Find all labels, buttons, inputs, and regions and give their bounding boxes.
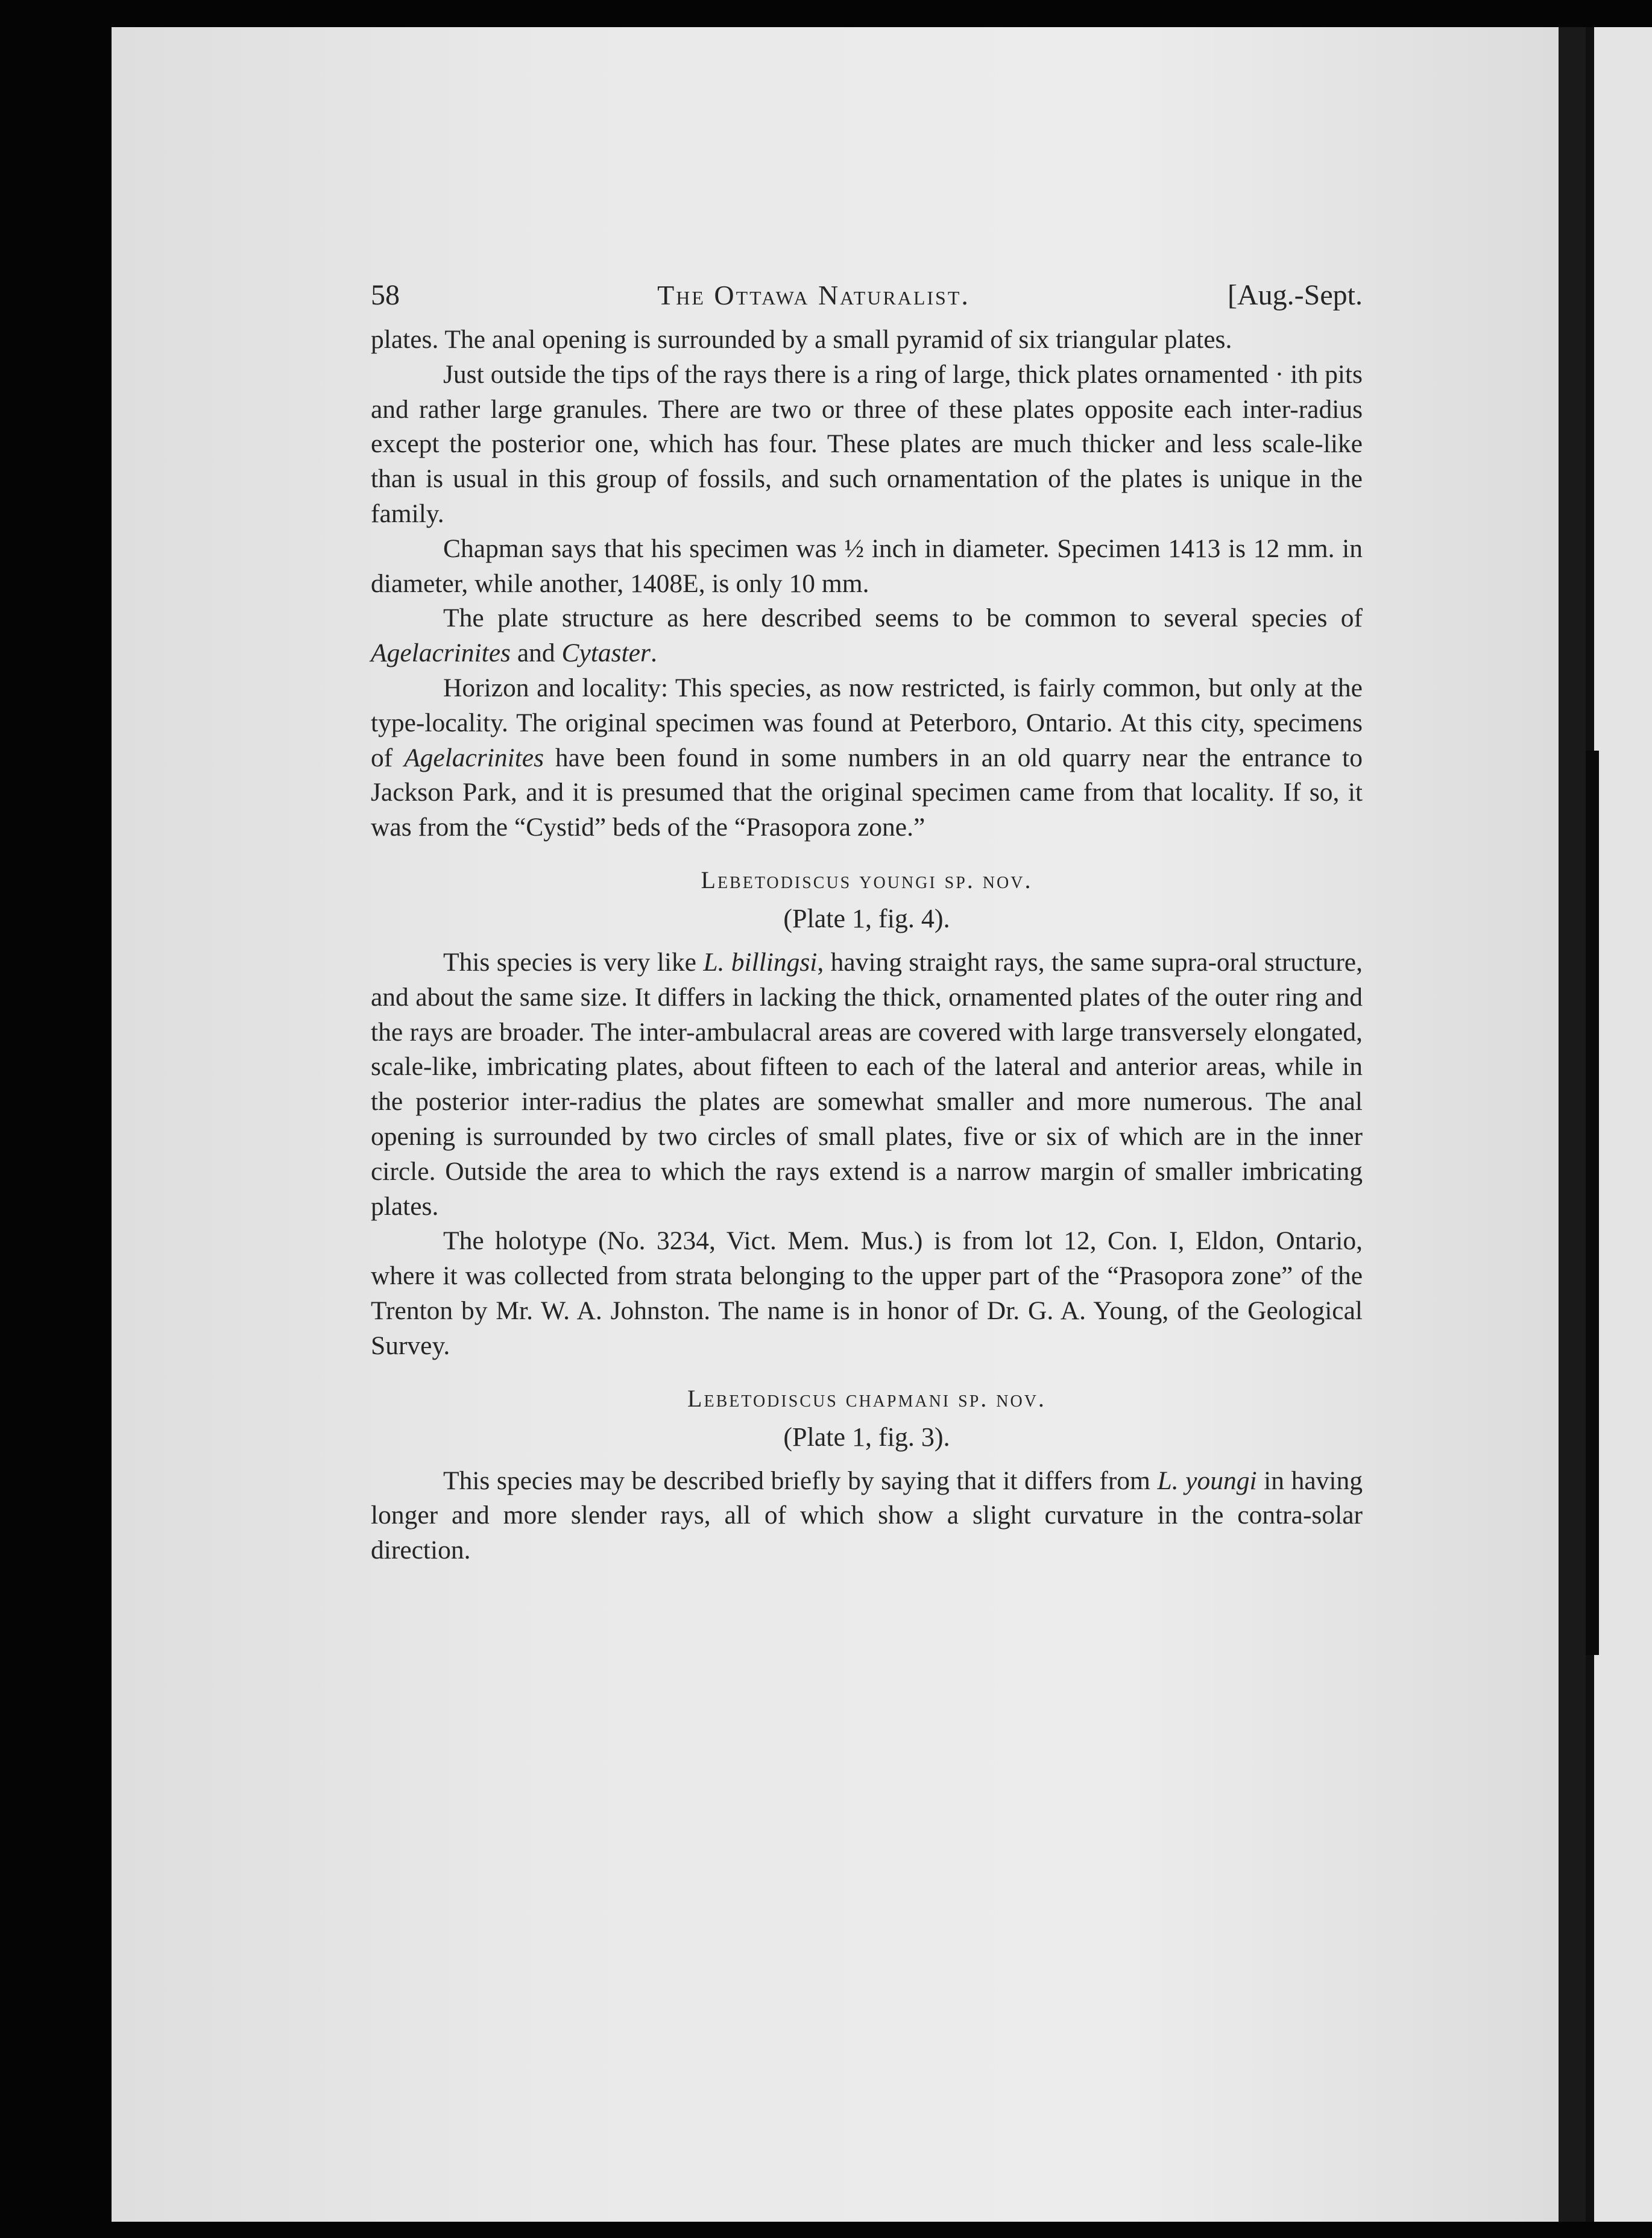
species-name: L. billingsi [703, 947, 818, 977]
paragraph-specimen-size: Chapman says that his specimen was ½ inch in diameter. Specimen 1413 is 12 mm. in diameter, while another, 1408E, is only 10 mm. [371, 534, 1363, 598]
genus-name: Agelacrinites [404, 743, 544, 772]
page-content [371, 274, 1363, 1568]
page-number: 58 [371, 279, 400, 311]
paragraph-outer-ring: Just outside the tips of the rays there is a ring of large, thick plates ornamented · ith pits and rather large granules. There are two or three of these plates opposite each inter-radius except the posterior one, which has four. These plates are much thicker and less scale-like than is usual in this group of fossils, and such ornamentation of the plates is unique in the family. [371, 359, 1363, 528]
text-run: Horizon and locality: This species, as now restricted, is fairly common, but only at the type-locality. The original specimen was found at Peterboro, Ontario. At this city, specimens of [371, 673, 1363, 772]
text-run: This species may be described briefly by saying that it differs from [443, 1466, 1158, 1495]
paragraph-plate-structure [371, 601, 1363, 671]
genus-name: Agelacrinites [371, 638, 511, 668]
species-name: L. youngi [1157, 1466, 1257, 1495]
paragraph-youngi-holotype: The holotype (No. 3234, Vict. Mem. Mus.) is from lot 12, Con. I, Eldon, Ontario, where it was collected from strata belonging to the upper part of the “Prasopora zone” of the Trenton by Mr. W. A. Johnston. The name is in honor of Dr. G. A. Young, of the Geological Survey. [371, 1226, 1363, 1360]
page-gutter [1559, 27, 1586, 2222]
running-head [371, 274, 1363, 317]
adjacent-page-edge [1586, 27, 1652, 2222]
text-run: . [650, 638, 657, 668]
section-heading-chapmani: Lebetodiscus chapmani sp. nov. [687, 1384, 1046, 1412]
text-run: This species is very like [443, 947, 704, 977]
paragraph-horizon-locality [371, 671, 1363, 845]
text-run: , having straight rays, the same supra-oral structure, and about the same size. It differs in lacking the thick, ornamented plates of the outer ring and the rays are broader. The inter-ambulacral areas are covered with large transversely elongated, scale-like, imbricating plates, about fifteen to each of the lateral and anterior areas, while in the posterior inter-radius the plates are somewhat smaller and more numerous. The anal opening is surrounded by two circles of small plates, five or six of which are in the inner circle. Outside the area to which the rays extend is a narrow margin of smaller imbricating plates. [371, 947, 1363, 1221]
journal-title: The Ottawa Naturalist. [657, 280, 970, 310]
plate-reference-chapmani: (Plate 1, fig. 3). [783, 1422, 950, 1452]
paragraph-youngi-description [371, 945, 1363, 1224]
plate-reference-youngi: (Plate 1, fig. 4). [783, 903, 950, 933]
issue-date: [Aug.-Sept. [1228, 279, 1363, 311]
genus-name: Cytaster [561, 638, 651, 668]
text-run: The plate structure as here described seems to be common to several species of [443, 604, 1363, 633]
text-run: in having longer and more slender rays, all of which show a slight curvature in the contra-solar direction. [371, 1466, 1363, 1565]
paragraph-chapmani-description [371, 1464, 1363, 1568]
paragraph-anal-opening: plates. The anal opening is surrounded by a small pyramid of six triangular plates. [371, 325, 1232, 354]
text-run: have been found in some numbers in an old quarry near the entrance to Jackson Park, and it is presumed that the original specimen came from that locality. If so, it was from the “Cystid” beds of the “Prasopora zone.” [371, 743, 1363, 842]
adjacent-page-rule-thick [1586, 751, 1599, 1655]
text-run: and [510, 638, 562, 668]
section-heading-youngi: Lebetodiscus youngi sp. nov. [701, 866, 1033, 894]
